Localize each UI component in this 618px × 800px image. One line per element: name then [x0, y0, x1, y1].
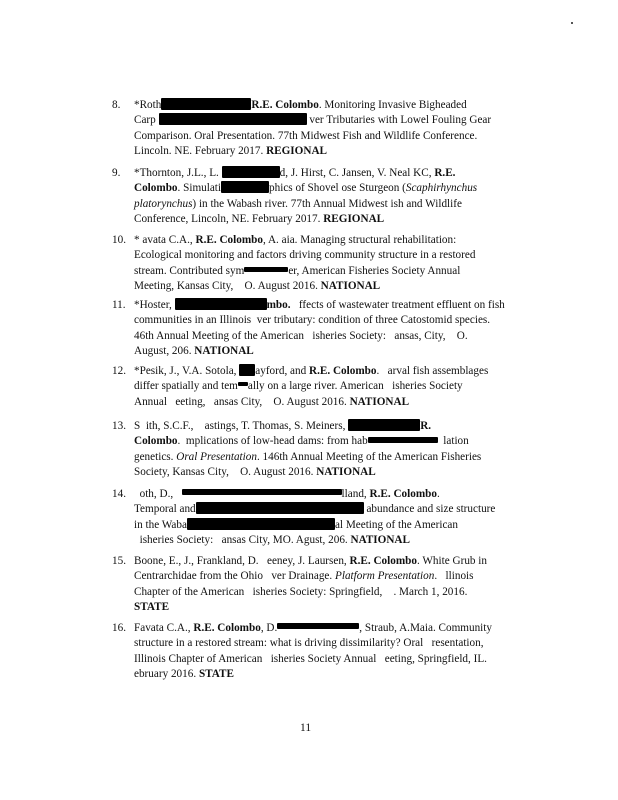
redaction-bar	[221, 181, 269, 193]
entry-line: * avata C.A., R.E. Colombo, A. aia. Managing structural rehabilitation:	[134, 234, 457, 246]
entry-line: 46th Annual Meeting of the American isheries Society: ansas, City, O.	[134, 329, 468, 342]
entry-line: Favata C.A., R.E. Colombo, D. , Straub, A.Maia. Community	[134, 622, 492, 634]
redaction-bar	[161, 98, 251, 110]
entry-line: isheries Society: ansas City, MO. Agust, 206. NATIONAL	[139, 534, 410, 547]
entry-number: 14.	[112, 488, 126, 500]
entry-line: communities in an Illinois ver tributary: condition of three Catostomid species.	[134, 314, 491, 327]
redaction-bar	[368, 437, 438, 443]
entry-number: 12.	[112, 365, 126, 377]
redaction-bar	[159, 113, 307, 125]
entry-line: Carp ver Tributaries with Lowel Fouling Gear	[134, 114, 492, 127]
entry-line: *Hoster, mbo. ffects of wastewater treatment effluent on fish	[134, 299, 505, 311]
redaction-bar	[182, 489, 342, 495]
citation-entry	[114, 554, 534, 616]
citation-entry	[114, 419, 534, 481]
entry-line: Centrarchidae from the Ohio ver Drainage. Platform Presentation. llinois	[134, 570, 474, 583]
entry-line: Ecological monitoring and factors driving community structure in a restored	[134, 249, 476, 262]
entry-number: 13.	[112, 420, 126, 432]
entry-line: Boone, E., J., Frankland, D. eeney, J. Laursen, R.E. Colombo. White Grub in	[134, 555, 487, 567]
entry-number: 16.	[112, 622, 126, 634]
entry-line: oth, D., lland, R.E. Colombo.	[139, 488, 440, 500]
entry-line: Conference, Lincoln, NE. February 2017. REGIONAL	[134, 213, 385, 226]
entry-line: *Thornton, J.L., L. d, J. Hirst, C. Jansen, V. Neal KC, R.E.	[134, 167, 456, 179]
entry-line: Lincoln. NE. February 2017. REGIONAL	[134, 145, 327, 158]
entry-number: 10.	[112, 234, 126, 246]
redaction-bar	[222, 166, 280, 178]
entry-line: STATE	[134, 601, 170, 614]
entry-line: stream. Contributed sym er, American Fisheries Society Annual	[134, 264, 461, 277]
entry-line: Comparison. Oral Presentation. 77th Midwest Fish and Wildlife Conference.	[134, 129, 478, 142]
entry-line: *Roth R.E. Colombo. Monitoring Invasive Bigheaded	[134, 99, 467, 111]
entry-line: S ith, S.C.F., astings, T. Thomas, S. Meiners, R.	[134, 420, 432, 432]
redaction-bar	[244, 267, 288, 272]
page-number: 11	[300, 722, 312, 734]
entry-number: 8.	[112, 99, 121, 111]
entry-line: Colombo. mplications of low-head dams: from hab lation	[134, 435, 469, 448]
entry-line: *Pesik, J., V.A. Sotola, ayford, and R.E. Colombo. arval fish assemblages	[134, 365, 489, 377]
entry-line: August, 206. NATIONAL	[134, 345, 254, 358]
citation-entry	[114, 487, 534, 549]
entry-line: Illinois Chapter of American isheries Society Annual eeting, Springfield, IL.	[134, 652, 487, 665]
entry-line: Colombo. Simulati phics of Shovel ose Sturgeon (Scaphirhynchus	[134, 182, 478, 195]
entry-line: differ spatially and tem ally on a large river. American isheries Society	[134, 380, 463, 393]
citation-entry	[114, 233, 534, 295]
citation-entry	[114, 98, 534, 160]
redaction-bar	[175, 298, 267, 310]
entry-line: Society, Kansas City, O. August 2016. NATIONAL	[134, 466, 376, 479]
redaction-bar	[238, 382, 248, 386]
entry-line: ebruary 2016. STATE	[134, 668, 234, 681]
entry-line: structure in a restored stream: what is driving dissimilarity? Oral resentation,	[134, 637, 484, 650]
redaction-bar	[348, 419, 420, 431]
entry-line: Annual eeting, ansas City, O. August 2016. NATIONAL	[134, 395, 410, 408]
citation-entry	[114, 621, 534, 683]
citation-entry	[114, 298, 534, 360]
entry-line: Temporal and abundance and size structure	[134, 503, 496, 516]
citation-entry	[114, 364, 534, 410]
redaction-bar	[239, 364, 255, 376]
entry-line: genetics. Oral Presentation. 146th Annual Meeting of the American Fisheries	[134, 450, 482, 463]
entry-line: in the Waba al Meeting of the American	[134, 518, 458, 531]
entry-number: 15.	[112, 555, 126, 567]
entry-line: platorynchus) in the Wabash river. 77th Annual Midwest ish and Wildlife	[134, 197, 462, 210]
scan-speck	[571, 22, 573, 24]
citation-entry	[114, 166, 534, 228]
redaction-bar	[187, 518, 335, 530]
redaction-bar	[277, 623, 359, 629]
redaction-bar	[196, 502, 364, 514]
entry-number: 9.	[112, 167, 121, 179]
entry-line: Chapter of the American isheries Society: Springfield, . March 1, 2016.	[134, 585, 468, 598]
entry-number: 11.	[112, 299, 126, 311]
entry-line: Meeting, Kansas City, O. August 2016. NATIONAL	[134, 280, 381, 293]
